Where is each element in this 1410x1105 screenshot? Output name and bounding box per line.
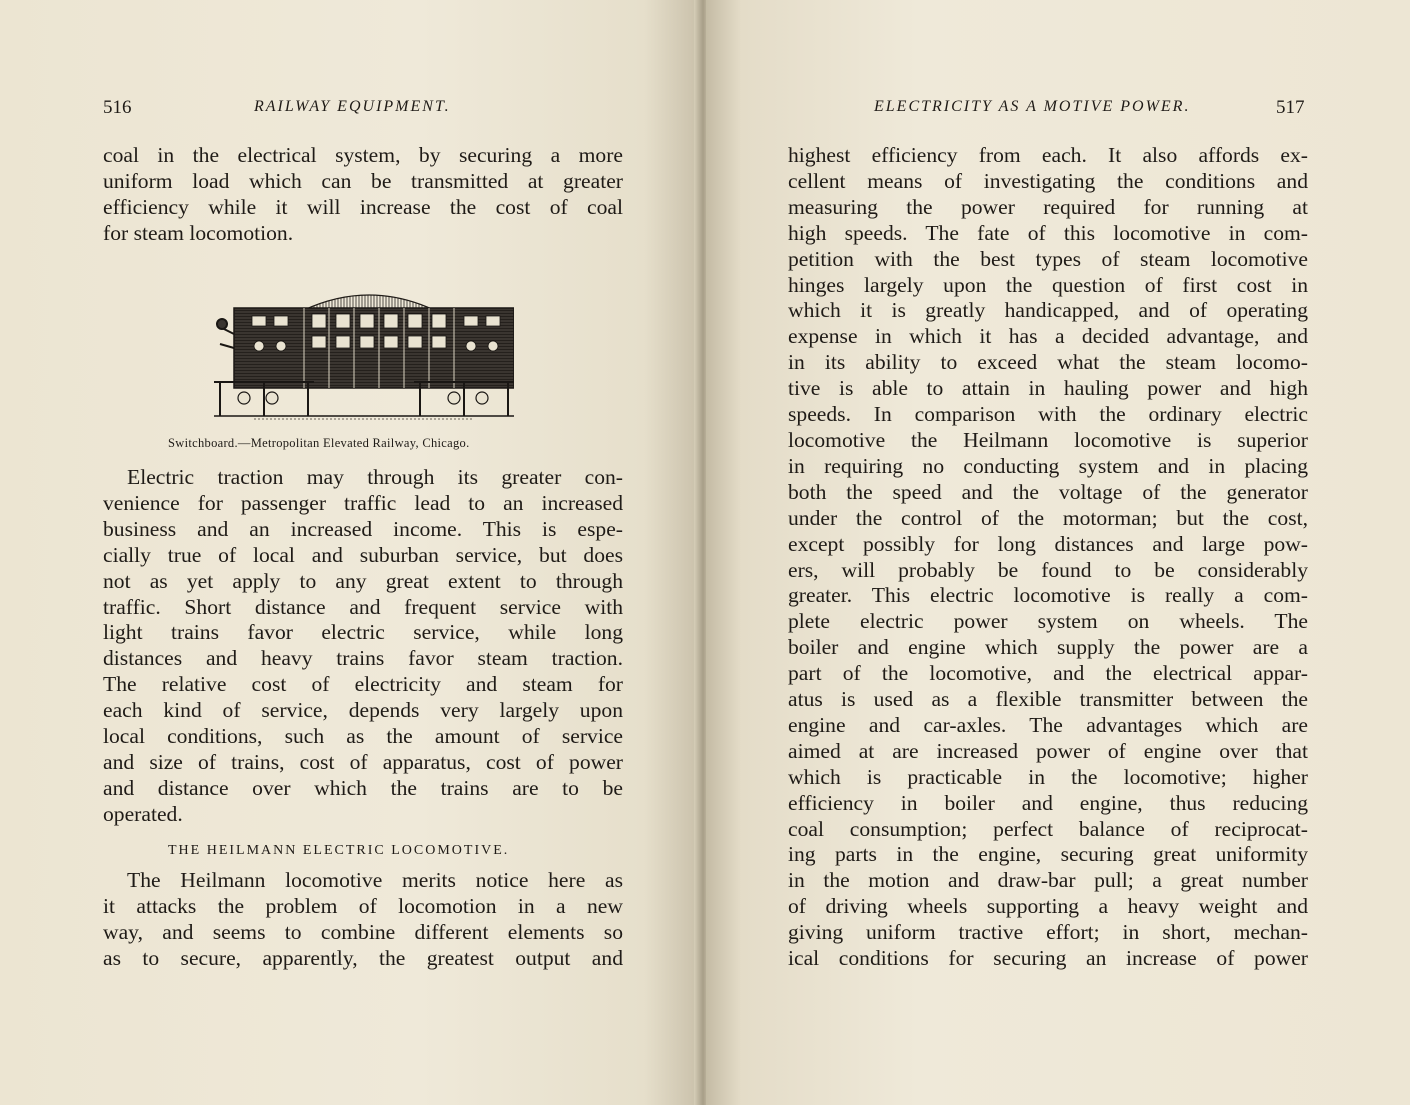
text-line: The relative cost of electricity and steam for: [103, 672, 623, 697]
text-line: under the control of the motorman; but the cost,: [788, 505, 1308, 530]
figure-caption: Switchboard.—Metropolitan Elevated Railway, Chicago.: [168, 436, 470, 450]
text-line: ing parts in the engine, securing great uniformity: [788, 842, 1308, 867]
text-line: coal consumption; perfect balance of reciprocat-: [788, 816, 1308, 841]
text-line: which is practicable in the locomotive; higher: [788, 764, 1308, 789]
text-line: venience for passenger traffic lead to an increased: [103, 490, 623, 515]
text-line: highest efficiency from each. It also affords ex-: [788, 143, 1308, 167]
text-line: in requiring no conducting system and in placing: [788, 453, 1308, 478]
text-line: Electric traction may through its greater con-: [127, 465, 623, 489]
switchboard-illustration: [214, 286, 514, 420]
left-paragraph-3: [103, 868, 623, 972]
text-line: coal in the electrical system, by securing a more: [103, 143, 623, 167]
text-line: each kind of service, depends very largely upon: [103, 698, 623, 723]
text-line: ical conditions for securing an increase of power: [788, 946, 1308, 971]
text-line: measuring the power required for running at: [788, 194, 1308, 219]
text-line: for steam locomotion.: [103, 220, 294, 245]
text-line: light trains favor electric service, while long: [103, 620, 623, 645]
text-line: distances and heavy trains favor steam traction.: [103, 646, 623, 671]
text-line: high speeds. The fate of this locomotive in com-: [788, 220, 1308, 245]
text-line: atus is used as a flexible transmitter between the: [788, 687, 1308, 712]
text-line: petition with the best types of steam locomotive: [788, 246, 1308, 271]
left-paragraph-1: [103, 143, 623, 247]
text-line: ers, will probably be found to be considerably: [788, 557, 1308, 582]
text-line: of driving wheels supporting a heavy weight and: [788, 894, 1308, 919]
text-line: efficiency while it will increase the cost of coal: [103, 194, 623, 219]
left-page-number: 516: [103, 97, 132, 118]
text-line: and distance over which the trains are to be: [103, 775, 623, 800]
text-line: boiler and engine which supply the power are a: [788, 635, 1308, 660]
text-line: The Heilmann locomotive merits notice here as: [127, 868, 623, 892]
text-line: traffic. Short distance and frequent service with: [103, 594, 623, 619]
text-line: expense in which it has a decided advantage, and: [788, 324, 1308, 349]
text-line: in its ability to exceed what the steam locomo-: [788, 350, 1308, 375]
text-line: tive is able to attain in hauling power and high: [788, 376, 1308, 401]
left-page: [0, 0, 700, 1105]
text-line: way, and seems to combine different elements so: [103, 919, 623, 944]
right-page-number: 517: [1276, 97, 1305, 118]
text-line: giving uniform tractive effort; in short, mechan-: [788, 920, 1308, 945]
text-line: greater. This electric locomotive is really a com-: [788, 583, 1308, 608]
text-line: as to secure, apparently, the greatest output and: [103, 945, 623, 970]
right-page: [706, 0, 1410, 1105]
right-paragraph: [788, 143, 1308, 972]
text-line: part of the locomotive, and the electrical appar-: [788, 661, 1308, 686]
text-line: in the motion and draw-bar pull; a great number: [788, 868, 1308, 893]
text-line: aimed at are increased power of engine over that: [788, 738, 1308, 763]
text-line: not as yet apply to any great extent to through: [103, 568, 623, 593]
section-heading: THE HEILMANN ELECTRIC LOCOMOTIVE.: [168, 843, 510, 858]
text-line: operated.: [103, 801, 183, 826]
text-line: business and an increased income. This is espe-: [103, 516, 623, 541]
text-line: which it is greatly handicapped, and of operating: [788, 298, 1308, 323]
text-line: both the speed and the voltage of the generator: [788, 479, 1308, 504]
text-line: plete electric power system on wheels. The: [788, 609, 1308, 634]
text-line: and size of trains, cost of apparatus, cost of power: [103, 749, 623, 774]
text-line: cially true of local and suburban service, but does: [103, 542, 623, 567]
text-line: cellent means of investigating the conditions and: [788, 168, 1308, 193]
right-running-head: ELECTRICITY AS A MOTIVE POWER.: [874, 98, 1191, 115]
text-line: efficiency in boiler and engine, thus reducing: [788, 790, 1308, 815]
text-line: it attacks the problem of locomotion in a new: [103, 893, 623, 918]
text-line: speeds. In comparison with the ordinary electric: [788, 402, 1308, 427]
left-paragraph-2: [103, 465, 623, 828]
text-line: locomotive the Heilmann locomotive is superior: [788, 427, 1308, 452]
text-line: hinges largely upon the question of first cost in: [788, 272, 1308, 297]
left-running-head: RAILWAY EQUIPMENT.: [254, 98, 451, 115]
text-line: local conditions, such as the amount of service: [103, 724, 623, 749]
text-line: except possibly for long distances and large pow-: [788, 531, 1308, 556]
text-line: engine and car-axles. The advantages which are: [788, 712, 1308, 737]
text-line: uniform load which can be transmitted at greater: [103, 168, 623, 193]
